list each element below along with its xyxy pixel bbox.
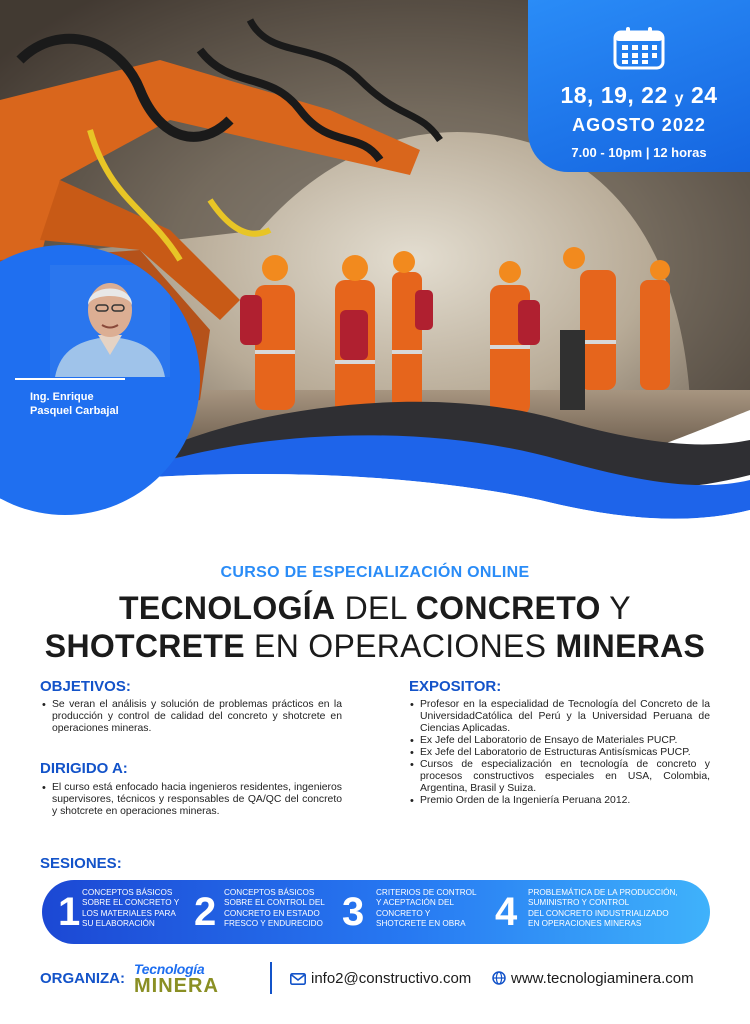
session-number: 1 bbox=[58, 890, 81, 934]
session-number: 3 bbox=[342, 890, 365, 934]
speaker-name: Ing. Enrique Pasquel Carbajal bbox=[30, 391, 119, 417]
organiza-label: ORGANIZA: bbox=[40, 970, 125, 987]
website-text[interactable]: www.tecnologiaminera.com bbox=[511, 970, 694, 987]
session-description: PROBLEMÁTICA DE LA PRODUCCIÓN, SUMINISTRO Y CONTROL DEL CONCRETO INDUSTRIALIZADO EN OPERACIONES MINERAS bbox=[528, 888, 678, 928]
course-type: CURSO DE ESPECIALIZACIÓN ONLINE bbox=[220, 564, 530, 581]
sesiones-heading: SESIONES: bbox=[40, 855, 122, 872]
website-link[interactable] bbox=[492, 970, 694, 987]
list-item: • Ex Jefe del Laboratorio de Ensayo de Materiales PUCP. bbox=[410, 735, 710, 747]
event-date-box bbox=[528, 0, 750, 172]
globe-icon bbox=[492, 971, 506, 985]
session-number: 4 bbox=[495, 890, 518, 934]
expositor-list bbox=[410, 699, 710, 807]
dirigido-heading: DIRIGIDO A: bbox=[40, 760, 128, 777]
session-description: CONCEPTOS BÁSICOS SOBRE EL CONTROL DEL CONCRETO EN ESTADO FRESCO Y ENDURECIDO bbox=[224, 888, 325, 928]
email-text[interactable]: info2@constructivo.com bbox=[311, 970, 472, 987]
session-description: CONCEPTOS BÁSICOS SOBRE EL CONCRETO Y LOS MATERIALES PARA SU ELABORACIÓN bbox=[82, 888, 180, 928]
objetivos-heading: OBJETIVOS: bbox=[40, 678, 131, 695]
calendar-icon bbox=[613, 26, 665, 70]
expositor-heading: EXPOSITOR: bbox=[409, 678, 502, 695]
event-days: 18, 19, 22 y 24 bbox=[560, 82, 718, 108]
list-item: • Ex Jefe del Laboratorio de Estructuras Antisísmicas PUCP. bbox=[410, 747, 710, 759]
tecnologia-minera-logo: Tecnología MINERA bbox=[134, 961, 219, 997]
speaker-photo bbox=[50, 265, 170, 377]
dirigido-list bbox=[42, 782, 342, 818]
course-title-line2: SHOTCRETE EN OPERACIONES MINERAS bbox=[44, 628, 706, 664]
list-item: • El curso está enfocado hacia ingenieros residentes, ingenieros supervisores, técnicos y responsables de QA/QC del concreto y shotcrete en operaciones mineras. bbox=[42, 782, 342, 818]
contact-email[interactable] bbox=[290, 970, 471, 987]
event-hours: 7.00 - 10pm | 12 horas bbox=[571, 145, 707, 160]
event-month: AGOSTO 2022 bbox=[572, 115, 706, 135]
list-item: • Premio Orden de la Ingeniería Peruana 2012. bbox=[410, 795, 710, 807]
list-item: • Se veran el análisis y solución de problemas prácticos en la producción y control de calidad del concreto y shotcrete en operaciones mineras. bbox=[42, 699, 342, 735]
objetivos-list bbox=[42, 699, 342, 735]
mail-icon bbox=[290, 973, 306, 985]
speaker-divider bbox=[15, 378, 125, 380]
sessions-bar bbox=[42, 880, 710, 944]
course-title-line1: TECNOLOGÍA DEL CONCRETO Y bbox=[119, 590, 631, 626]
session-description: CRITERIOS DE CONTROL Y ACEPTACIÓN DEL CONCRETO Y SHOTCRETE EN OBRA bbox=[376, 888, 477, 928]
list-item: • Cursos de especialización en tecnología de concreto y procesos constructivos especiales en USA, Colombia, Argentina, Brasil y Suiza. bbox=[410, 759, 710, 795]
list-item: • Profesor en la especialidad de Tecnología del Concreto de la UniversidadCatólica del Perú y la Universidad Peruana de Ciencias Aplicadas. bbox=[410, 699, 710, 735]
footer-divider bbox=[270, 962, 272, 994]
session-number: 2 bbox=[194, 890, 217, 934]
